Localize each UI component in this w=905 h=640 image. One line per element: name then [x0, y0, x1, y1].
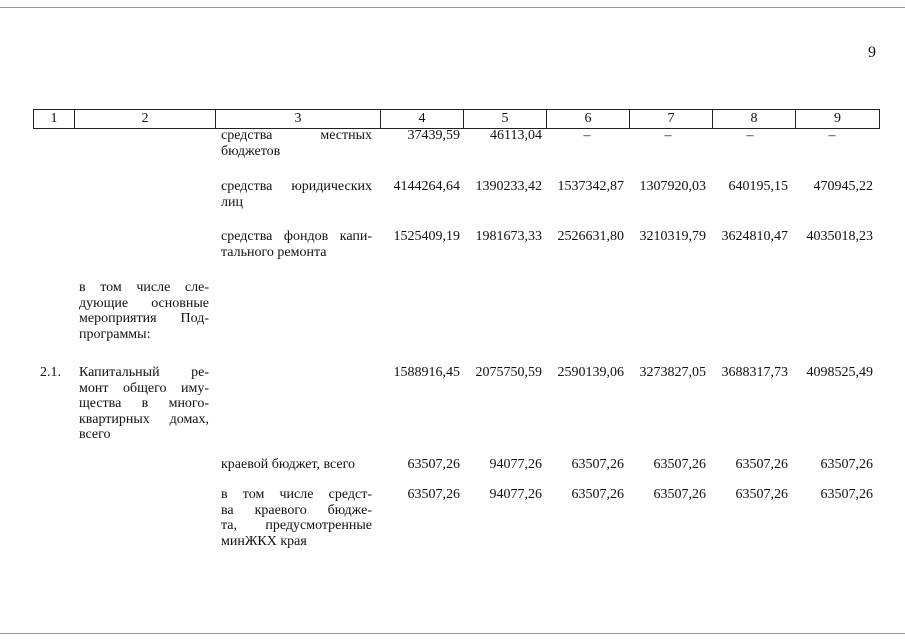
value-reg-incl-col6: 63507,26	[571, 487, 624, 502]
value-item21-col5: 2075750,59	[475, 365, 542, 380]
value-legal-col4: 4144264,64	[393, 179, 460, 194]
value-reg-incl-col7: 63507,26	[653, 487, 706, 502]
value-reg-incl-col5: 94077,26	[489, 487, 542, 502]
value-legal-col6: 1537342,87	[557, 179, 624, 194]
value-reg-incl-col4: 63507,26	[407, 487, 460, 502]
header-col-1: 1	[50, 111, 58, 126]
header-col-2: 2	[74, 110, 215, 128]
including-activities-text: в том числе сле- дующие основные мероприятия Под- программы:	[79, 280, 209, 342]
header-col-3: 3	[215, 110, 380, 128]
value-fund-col7: 3210319,79	[639, 229, 706, 244]
value-local-col9: –	[828, 128, 836, 143]
value-local-col4: 37439,59	[407, 128, 460, 143]
value-regional-col8: 63507,26	[735, 457, 788, 472]
table-header	[33, 109, 880, 129]
source-capital-repair-funds: средства фондов капи- тального ремонта	[221, 229, 372, 260]
value-regional-col5: 94077,26	[489, 457, 542, 472]
value-regional-col9: 63507,26	[820, 457, 873, 472]
value-fund-col4: 1525409,19	[393, 229, 460, 244]
header-col-5: 5	[463, 110, 546, 128]
value-fund-col9: 4035018,23	[806, 229, 873, 244]
value-fund-col6: 2526631,80	[557, 229, 624, 244]
header-col-9: 9	[795, 110, 879, 128]
value-local-col6: –	[583, 128, 591, 143]
page-number: 9	[868, 44, 876, 61]
header-col-8: 8	[712, 110, 795, 128]
source-regional-including: в том числе средст- ва краевого бюдже- та, предусмотренные минЖКХ края	[221, 487, 372, 549]
value-item21-col8: 3688317,73	[721, 365, 788, 380]
value-item21-col4: 1588916,45	[393, 365, 460, 380]
scan-artifact-bottom	[0, 633, 905, 634]
header-col-4: 4	[380, 110, 463, 128]
value-reg-incl-col8: 63507,26	[735, 487, 788, 502]
item-number-2-1: 2.1.	[40, 365, 61, 380]
value-regional-col7: 63507,26	[653, 457, 706, 472]
value-regional-col4: 63507,26	[407, 457, 460, 472]
value-item21-col6: 2590139,06	[557, 365, 624, 380]
value-item21-col9: 4098525,49	[806, 365, 873, 380]
value-fund-col5: 1981673,33	[475, 229, 542, 244]
header-col-6: 6	[546, 110, 629, 128]
value-local-col8: –	[746, 128, 754, 143]
source-regional-budget: краевой бюджет, всего	[221, 457, 356, 472]
value-legal-col8: 640195,15	[728, 179, 788, 194]
header-col-7: 7	[629, 110, 712, 128]
value-reg-incl-col9: 63507,26	[820, 487, 873, 502]
value-regional-col6: 63507,26	[571, 457, 624, 472]
item-2-1-title: Капитальный ре- монт общего иму- щества в много- квартирных домах, всего	[79, 365, 209, 442]
value-local-col5: 46113,04	[490, 128, 542, 143]
value-fund-col8: 3624810,47	[721, 229, 788, 244]
value-local-col7: –	[664, 128, 672, 143]
value-item21-col7: 3273827,05	[639, 365, 706, 380]
source-local-budgets: средства местных бюджетов	[221, 128, 372, 159]
value-legal-col5: 1390233,42	[475, 179, 542, 194]
scan-artifact-top	[0, 7, 905, 8]
value-legal-col7: 1307920,03	[639, 179, 706, 194]
source-legal-entities: средства юридических лиц	[221, 179, 372, 210]
value-legal-col9: 470945,22	[813, 179, 873, 194]
